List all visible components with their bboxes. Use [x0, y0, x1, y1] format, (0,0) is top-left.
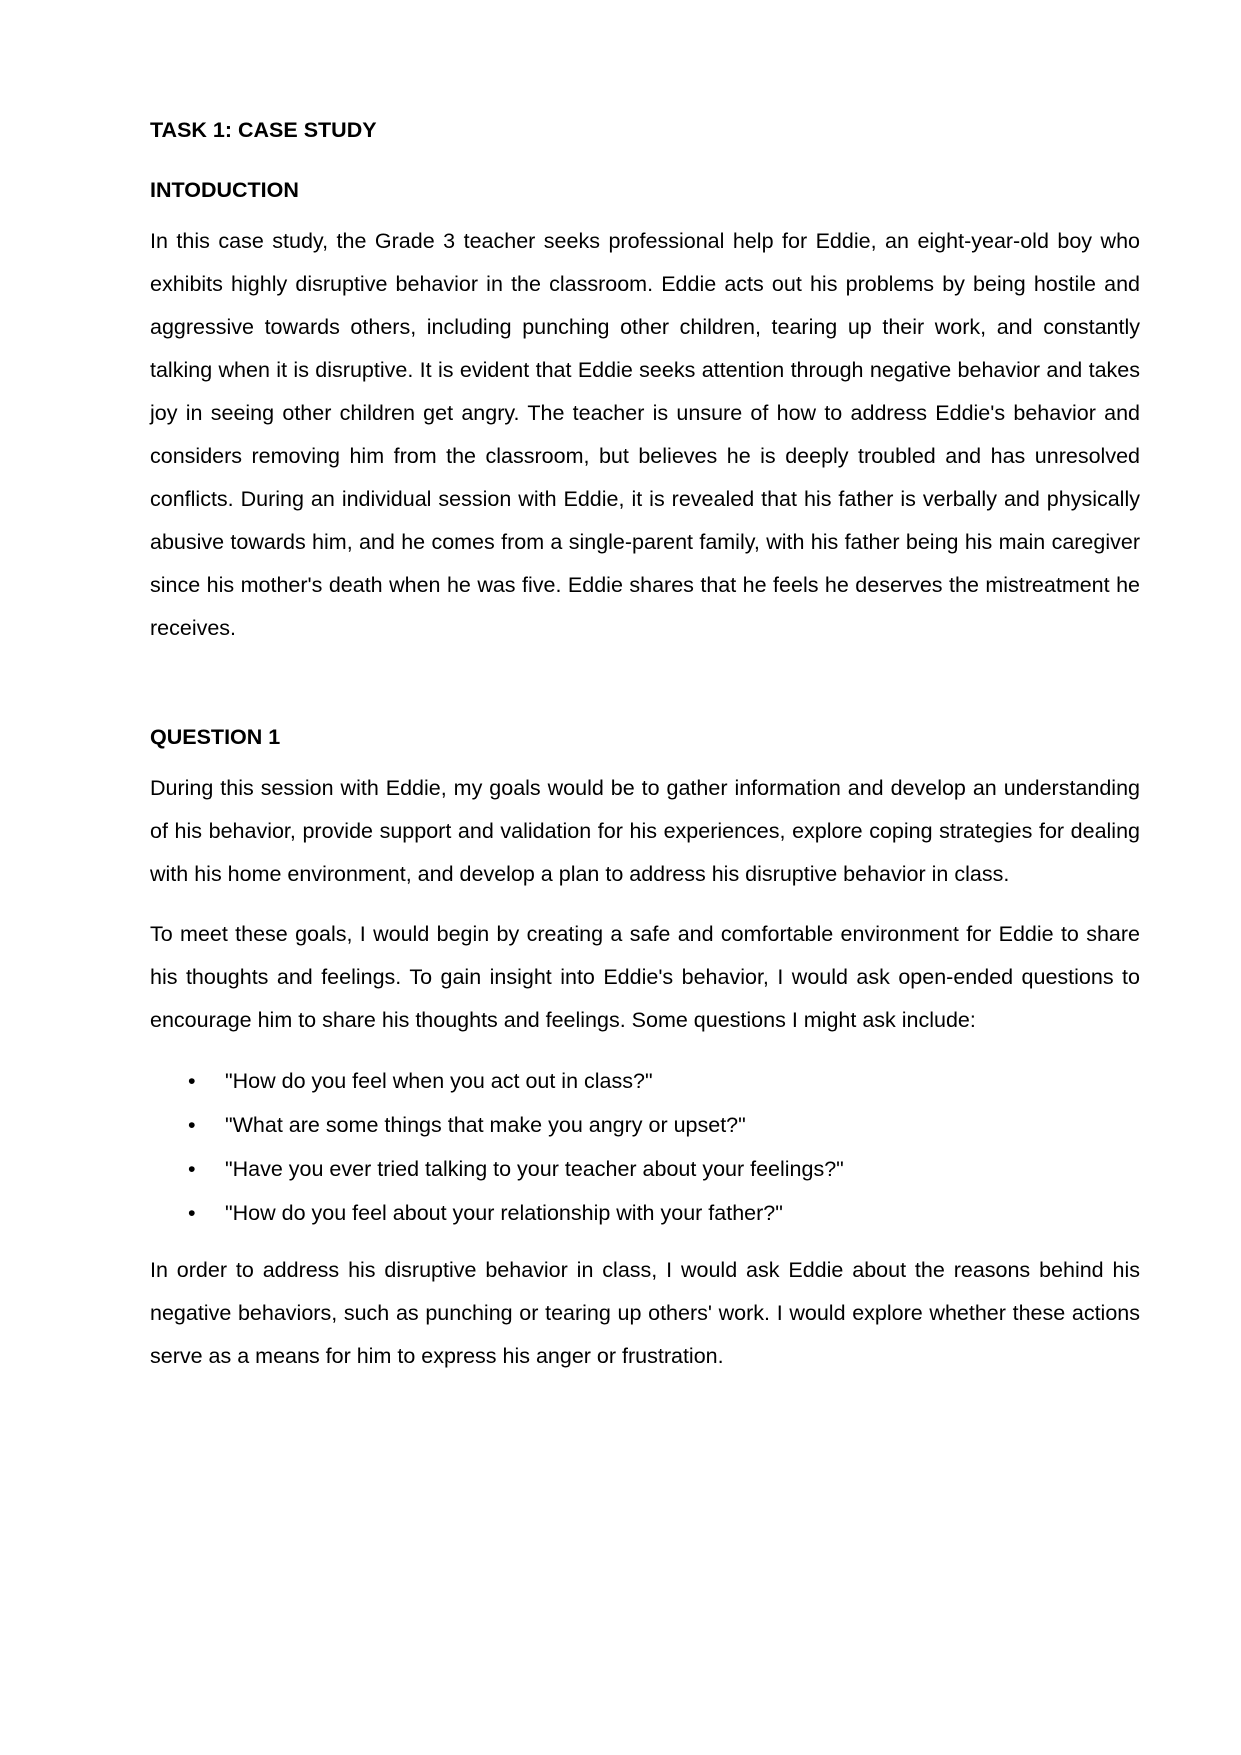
goals-paragraph: During this session with Eddie, my goals would be to gather information and develop an understanding of his behavior, provide support and validation for his experiences, explore coping strategies for dealing with his home environment, and develop a plan to address his disruptive behavior in class. — [150, 776, 1140, 886]
list-item-text: "Have you ever tried talking to your teacher about your feelings?" — [225, 1157, 844, 1181]
document-title: TASK 1: CASE STUDY — [150, 118, 377, 142]
section-spacer — [150, 667, 1140, 725]
bullet-icon: • — [188, 1069, 196, 1093]
question-list — [150, 1059, 1140, 1235]
intro-heading: INTODUCTION — [150, 178, 299, 202]
bullet-icon: • — [188, 1157, 196, 1181]
approach-paragraph: To meet these goals, I would begin by creating a safe and comfortable environment for Eddie to share his thoughts and feelings. To gain insight into Eddie's behavior, I would ask open-ended questions to encourage him to share his thoughts and feelings. Some questions I might ask include: — [150, 922, 1140, 1032]
closing-paragraph: In order to address his disruptive behavior in class, I would ask Eddie about the reasons behind his negative behaviors, such as punching or tearing up others' work. I would explore whether these actions serve as a means for him to express his anger or frustration. — [150, 1258, 1140, 1368]
list-item — [150, 1191, 1140, 1235]
list-item — [150, 1103, 1140, 1147]
bullet-icon: • — [188, 1113, 196, 1137]
list-item — [150, 1059, 1140, 1103]
list-item-text: "How do you feel about your relationship with your father?" — [225, 1201, 783, 1225]
intro-paragraph: In this case study, the Grade 3 teacher seeks professional help for Eddie, an eight-year-old boy who exhibits highly disruptive behavior in the classroom. Eddie acts out his problems by being hostile and aggressive towards others, including punching other children, tearing up their work, and constantly talking when it is disruptive. It is evident that Eddie seeks attention through negative behavior and takes joy in seeing other children get angry. The teacher is unsure of how to address Eddie's behavior and considers removing him from the classroom, but believes he is deeply troubled and has unresolved conflicts. During an individual session with Eddie, it is revealed that his father is verbally and physically abusive towards him, and he comes from a single-parent family, with his father being his main caregiver since his mother's death when he was five. Eddie shares that he feels he deserves the mistreatment he receives. — [150, 229, 1140, 640]
list-item-text: "How do you feel when you act out in class?" — [225, 1069, 653, 1093]
bullet-icon: • — [188, 1201, 196, 1225]
document-page — [150, 118, 1140, 1395]
question-heading: QUESTION 1 — [150, 725, 281, 749]
list-item — [150, 1147, 1140, 1191]
list-item-text: "What are some things that make you angry or upset?" — [225, 1113, 746, 1137]
